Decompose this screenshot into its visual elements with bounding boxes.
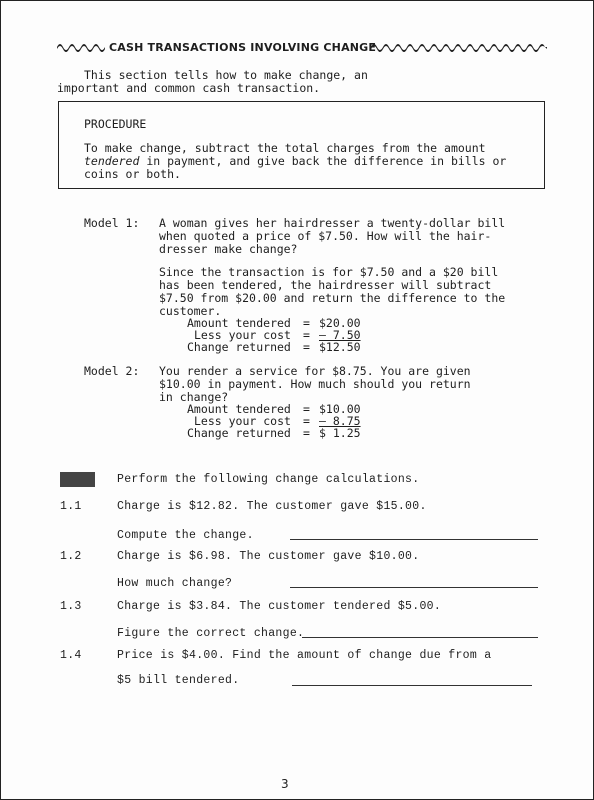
model1-answer-line-4: customer. — [159, 304, 222, 318]
model2-eq-2: = — [303, 414, 310, 428]
wavy-rule-left — [57, 41, 105, 53]
model2-calc-value-2: – 8.75 — [319, 414, 361, 428]
model1-calc-label-2: Less your cost — [194, 328, 291, 342]
model2-calc-value-3: $ 1.25 — [319, 426, 361, 440]
section-heading: CASH TRANSACTIONS INVOLVING CHANGE — [109, 41, 377, 54]
exercise-prompt: Figure the correct change. — [117, 627, 305, 640]
model2-label: Model 2: — [84, 364, 140, 378]
model1-eq-3: = — [303, 340, 310, 354]
model1-answer-line-2: has been tendered, the hairdresser will subtract — [159, 278, 492, 292]
exercise-prompt: Compute the change. — [117, 529, 254, 542]
exercise-question: Charge is $12.82. The customer gave $15.00. — [117, 500, 427, 513]
instruction-text: Perform the following change calculations. — [117, 473, 420, 486]
section-marker-block — [60, 472, 95, 487]
model1-calc-label-3: Change returned — [187, 340, 291, 354]
procedure-title: PROCEDURE — [84, 117, 147, 131]
exercise-prompt: How much change? — [117, 577, 233, 590]
model1-calc-value-3: $12.50 — [319, 340, 361, 354]
model1-calc-label-1: Amount tendered — [187, 316, 291, 330]
model1-calc-value-2: – 7.50 — [319, 328, 361, 342]
model2-question-line-3: in change? — [159, 390, 229, 404]
model1-calc-value-1: $20.00 — [319, 316, 361, 330]
model1-eq-2: = — [303, 328, 310, 342]
procedure-line-2 — [84, 155, 506, 168]
model2-calc-label-2: Less your cost — [194, 414, 291, 428]
model2-calc-label-1: Amount tendered — [187, 402, 291, 416]
procedure-italic-word: tendered — [84, 154, 140, 168]
intro-line-2: important and common cash transaction. — [57, 81, 321, 95]
wavy-rule-right — [371, 41, 547, 53]
answer-blank[interactable] — [290, 539, 538, 540]
model2-calc-label-3: Change returned — [187, 426, 291, 440]
procedure-line-1: To make change, subtract the total charges from the amount — [84, 141, 486, 155]
answer-blank[interactable] — [302, 637, 538, 638]
model1-question-line-3: dresser make change? — [159, 242, 298, 256]
model2-question-line-1: You render a service for $8.75. You are given — [159, 364, 471, 378]
model1-question-line-1: A woman gives her hairdresser a twenty-dollar bill — [159, 216, 506, 230]
model1-answer-line-1: Since the transaction is for $7.50 and a $20 bill — [159, 265, 499, 279]
procedure-line-2-rest: in payment, and give back the difference in bills or — [139, 154, 507, 168]
answer-blank[interactable] — [290, 587, 538, 588]
exercise-number: 1.1 — [60, 500, 82, 513]
answer-blank[interactable] — [292, 685, 532, 686]
exercise-question: Charge is $3.84. The customer tendered $5.00. — [117, 600, 442, 613]
model1-answer-line-3: $7.50 from $20.00 and return the difference to the — [159, 291, 506, 305]
model1-label: Model 1: — [84, 216, 140, 230]
exercise-question: Charge is $6.98. The customer gave $10.00. — [117, 550, 420, 563]
intro-line-1: This section tells how to make change, an — [84, 68, 368, 82]
exercise-number: 1.2 — [60, 550, 82, 563]
procedure-line-3: coins or both. — [84, 167, 181, 181]
exercise-number: 1.3 — [60, 600, 82, 613]
model2-calc-value-1: $10.00 — [319, 402, 361, 416]
page-number: 3 — [281, 777, 289, 791]
model2-question-line-2: $10.00 in payment. How much should you return — [159, 377, 471, 391]
model2-eq-1: = — [303, 402, 310, 416]
model1-eq-1: = — [303, 316, 310, 330]
exercise-number: 1.4 — [60, 649, 82, 662]
exercise-question: Price is $4.00. Find the amount of change due from a — [117, 649, 492, 662]
model2-eq-3: = — [303, 426, 310, 440]
model1-question-line-2: when quoted a price of $7.50. How will the hair- — [159, 229, 492, 243]
exercise-prompt: $5 bill tendered. — [117, 674, 240, 687]
